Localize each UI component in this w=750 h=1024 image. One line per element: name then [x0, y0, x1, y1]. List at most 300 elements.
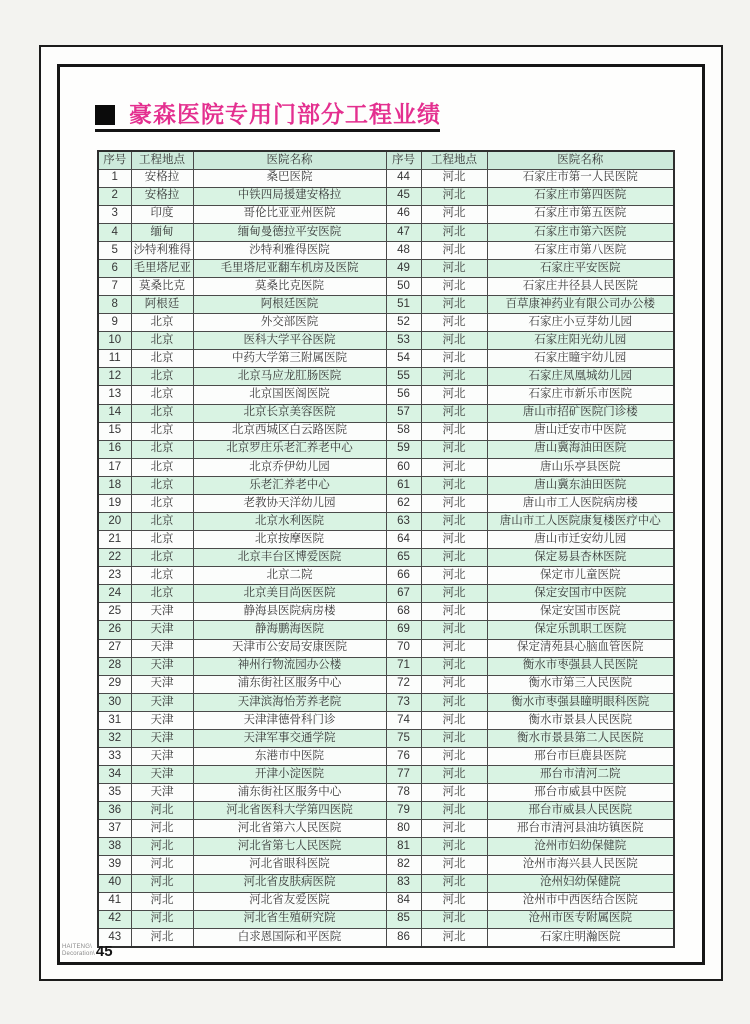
project-location: 北京 — [131, 350, 193, 368]
project-location: 河北 — [421, 603, 487, 621]
serial-number: 75 — [386, 729, 421, 747]
hospital-name: 石家庄市第五医院 — [487, 205, 674, 223]
serial-number: 73 — [386, 693, 421, 711]
hospital-name: 中药大学第三附属医院 — [193, 350, 386, 368]
table-row — [98, 187, 674, 205]
serial-number: 52 — [386, 314, 421, 332]
project-location: 河北 — [421, 621, 487, 639]
project-location: 北京 — [131, 512, 193, 530]
project-location: 河北 — [421, 531, 487, 549]
hospital-name: 白求恩国际和平医院 — [193, 928, 386, 947]
hospital-name: 北京水利医院 — [193, 512, 386, 530]
project-location: 北京 — [131, 422, 193, 440]
table-row — [98, 205, 674, 223]
serial-number: 3 — [98, 205, 131, 223]
serial-number: 4 — [98, 223, 131, 241]
hospital-name: 唐山市工人医院康复楼医疗中心 — [487, 512, 674, 530]
table-row — [98, 223, 674, 241]
serial-number: 69 — [386, 621, 421, 639]
hospital-name: 毛里塔尼亚翻车机房及医院 — [193, 259, 386, 277]
project-location: 河北 — [421, 784, 487, 802]
table-row — [98, 766, 674, 784]
project-location: 河北 — [421, 494, 487, 512]
project-location: 河北 — [421, 223, 487, 241]
project-location: 河北 — [421, 766, 487, 784]
hospital-name: 哥伦比亚亚州医院 — [193, 205, 386, 223]
table-row — [98, 603, 674, 621]
serial-number: 78 — [386, 784, 421, 802]
project-location: 河北 — [421, 332, 487, 350]
table-row — [98, 820, 674, 838]
hospital-name: 衡水市枣强县人民医院 — [487, 657, 674, 675]
project-location: 北京 — [131, 368, 193, 386]
serial-number: 32 — [98, 729, 131, 747]
hospital-name: 石家庄小豆芽幼儿园 — [487, 314, 674, 332]
header-hospital-right: 医院名称 — [487, 151, 674, 169]
serial-number: 17 — [98, 458, 131, 476]
project-location: 缅甸 — [131, 223, 193, 241]
hospital-name: 保定安国市中医院 — [487, 585, 674, 603]
table-row — [98, 277, 674, 295]
project-location: 河北 — [421, 404, 487, 422]
serial-number: 82 — [386, 856, 421, 874]
hospital-name: 北京长京美容医院 — [193, 404, 386, 422]
hospital-name: 沧州市中西医结合医院 — [487, 892, 674, 910]
title-underline — [95, 129, 440, 132]
table-row — [98, 296, 674, 314]
project-location: 毛里塔尼亚 — [131, 259, 193, 277]
project-location: 北京 — [131, 567, 193, 585]
table-row — [98, 458, 674, 476]
hospital-name: 唐山市招矿医院门诊楼 — [487, 404, 674, 422]
serial-number: 77 — [386, 766, 421, 784]
hospital-name: 北京丰台区博爱医院 — [193, 549, 386, 567]
serial-number: 43 — [98, 928, 131, 947]
hospital-name: 保定乐凯职工医院 — [487, 621, 674, 639]
serial-number: 27 — [98, 639, 131, 657]
serial-number: 62 — [386, 494, 421, 512]
project-location: 北京 — [131, 531, 193, 549]
project-location: 河北 — [421, 856, 487, 874]
serial-number: 2 — [98, 187, 131, 205]
hospital-name: 阿根廷医院 — [193, 296, 386, 314]
table-row — [98, 440, 674, 458]
hospital-name: 北京罗庄乐老汇养老中心 — [193, 440, 386, 458]
project-location: 天津 — [131, 693, 193, 711]
project-location: 河北 — [421, 892, 487, 910]
project-location: 河北 — [421, 657, 487, 675]
serial-number: 14 — [98, 404, 131, 422]
table-row — [98, 657, 674, 675]
hospital-name: 唐山冀东油田医院 — [487, 476, 674, 494]
table-row — [98, 368, 674, 386]
project-location: 北京 — [131, 585, 193, 603]
hospital-name: 外交部医院 — [193, 314, 386, 332]
footer-brand-line1: HAITENG\ — [62, 944, 92, 950]
serial-number: 38 — [98, 838, 131, 856]
hospital-name: 医科大学平谷医院 — [193, 332, 386, 350]
hospital-name: 唐山冀海油田医院 — [487, 440, 674, 458]
hospital-name: 北京西城区白云路医院 — [193, 422, 386, 440]
serial-number: 40 — [98, 874, 131, 892]
project-location: 北京 — [131, 458, 193, 476]
project-location: 沙特利雅得 — [131, 241, 193, 259]
project-location: 天津 — [131, 711, 193, 729]
serial-number: 49 — [386, 259, 421, 277]
project-location: 河北 — [421, 259, 487, 277]
hospital-name: 石家庄市新乐市医院 — [487, 386, 674, 404]
hospital-name: 桑巴医院 — [193, 169, 386, 187]
table-row — [98, 910, 674, 928]
table-row — [98, 838, 674, 856]
hospital-name: 神州行物流园办公楼 — [193, 657, 386, 675]
serial-number: 84 — [386, 892, 421, 910]
project-location: 河北 — [421, 639, 487, 657]
project-location: 河北 — [421, 802, 487, 820]
serial-number: 23 — [98, 567, 131, 585]
hospital-name: 老教协天洋幼儿园 — [193, 494, 386, 512]
table-row — [98, 241, 674, 259]
hospital-name: 邢台市巨鹿县医院 — [487, 748, 674, 766]
serial-number: 42 — [98, 910, 131, 928]
serial-number: 68 — [386, 603, 421, 621]
serial-number: 22 — [98, 549, 131, 567]
serial-number: 76 — [386, 748, 421, 766]
serial-number: 26 — [98, 621, 131, 639]
table-row — [98, 531, 674, 549]
hospital-name: 保定清苑县心脑血管医院 — [487, 639, 674, 657]
header-serial-left: 序号 — [98, 151, 131, 169]
serial-number: 29 — [98, 675, 131, 693]
serial-number: 8 — [98, 296, 131, 314]
serial-number: 41 — [98, 892, 131, 910]
serial-number: 70 — [386, 639, 421, 657]
serial-number: 65 — [386, 549, 421, 567]
page-footer — [62, 944, 113, 958]
serial-number: 48 — [386, 241, 421, 259]
hospital-name: 唐山迁安市中医院 — [487, 422, 674, 440]
hospital-name: 河北省皮肤病医院 — [193, 874, 386, 892]
project-location: 北京 — [131, 549, 193, 567]
hospital-name: 石家庄市第一人民医院 — [487, 169, 674, 187]
serial-number: 30 — [98, 693, 131, 711]
hospital-name: 唐山乐亭县医院 — [487, 458, 674, 476]
hospital-name: 邢台市清河二院 — [487, 766, 674, 784]
project-location: 河北 — [131, 856, 193, 874]
hospital-name: 唐山市迁安幼儿园 — [487, 531, 674, 549]
serial-number: 18 — [98, 476, 131, 494]
serial-number: 35 — [98, 784, 131, 802]
project-location: 河北 — [131, 892, 193, 910]
project-location: 河北 — [421, 241, 487, 259]
table-row — [98, 422, 674, 440]
serial-number: 61 — [386, 476, 421, 494]
hospital-name: 天津津德骨科门诊 — [193, 711, 386, 729]
project-location: 河北 — [421, 693, 487, 711]
project-location: 天津 — [131, 603, 193, 621]
hospital-name: 莫桑比克医院 — [193, 277, 386, 295]
project-location: 河北 — [421, 748, 487, 766]
serial-number: 55 — [386, 368, 421, 386]
project-location: 莫桑比克 — [131, 277, 193, 295]
table-row — [98, 874, 674, 892]
header-location-right: 工程地点 — [421, 151, 487, 169]
serial-number: 24 — [98, 585, 131, 603]
serial-number: 81 — [386, 838, 421, 856]
serial-number: 25 — [98, 603, 131, 621]
title-block — [95, 101, 441, 128]
serial-number: 83 — [386, 874, 421, 892]
project-location: 印度 — [131, 205, 193, 223]
hospital-name: 百草康神药业有限公司办公楼 — [487, 296, 674, 314]
hospital-name: 沧州市妇幼保健院 — [487, 838, 674, 856]
serial-number: 45 — [386, 187, 421, 205]
table-row — [98, 729, 674, 747]
project-location: 河北 — [131, 820, 193, 838]
hospital-name: 衡水市枣强县瞳明眼科医院 — [487, 693, 674, 711]
table-row — [98, 169, 674, 187]
project-location: 河北 — [421, 820, 487, 838]
project-location: 河北 — [421, 296, 487, 314]
project-location: 河北 — [421, 440, 487, 458]
hospital-name: 河北省友爱医院 — [193, 892, 386, 910]
serial-number: 74 — [386, 711, 421, 729]
hospital-name: 浦东街社区服务中心 — [193, 784, 386, 802]
hospital-name: 沧州妇幼保健院 — [487, 874, 674, 892]
project-location: 天津 — [131, 729, 193, 747]
header-serial-right: 序号 — [386, 151, 421, 169]
hospital-name: 邢台市威县人民医院 — [487, 802, 674, 820]
hospital-name: 石家庄平安医院 — [487, 259, 674, 277]
project-location: 河北 — [131, 928, 193, 947]
serial-number: 72 — [386, 675, 421, 693]
hospital-name: 天津军事交通学院 — [193, 729, 386, 747]
hospital-name: 北京乔伊幼儿园 — [193, 458, 386, 476]
project-location: 河北 — [421, 350, 487, 368]
serial-number: 66 — [386, 567, 421, 585]
hospital-name: 石家庄市第四医院 — [487, 187, 674, 205]
serial-number: 12 — [98, 368, 131, 386]
project-location: 阿根廷 — [131, 296, 193, 314]
table-row — [98, 404, 674, 422]
hospital-name: 静海鹏海医院 — [193, 621, 386, 639]
hospital-name: 衡水市景县人民医院 — [487, 711, 674, 729]
hospital-name: 浦东街社区服务中心 — [193, 675, 386, 693]
hospital-name: 邢台市威县中医院 — [487, 784, 674, 802]
project-location: 河北 — [421, 476, 487, 494]
project-location: 河北 — [131, 910, 193, 928]
hospital-name: 缅甸曼德拉平安医院 — [193, 223, 386, 241]
hospital-name: 乐老汇养老中心 — [193, 476, 386, 494]
page-number: 45 — [95, 942, 113, 960]
hospital-name: 东港市中医院 — [193, 748, 386, 766]
project-location: 安格拉 — [131, 187, 193, 205]
table-row — [98, 476, 674, 494]
hospital-name: 保定市儿童医院 — [487, 567, 674, 585]
project-location: 天津 — [131, 675, 193, 693]
hospital-name: 石家庄市第八医院 — [487, 241, 674, 259]
project-location: 河北 — [421, 422, 487, 440]
hospital-name: 河北省生殖研究院 — [193, 910, 386, 928]
project-location: 河北 — [131, 802, 193, 820]
table-row — [98, 784, 674, 802]
serial-number: 7 — [98, 277, 131, 295]
hospital-name: 石家庄明瀚医院 — [487, 928, 674, 947]
project-location: 河北 — [421, 675, 487, 693]
hospital-name: 沧州市海兴县人民医院 — [487, 856, 674, 874]
serial-number: 15 — [98, 422, 131, 440]
hospital-name: 石家庄瞳宇幼儿园 — [487, 350, 674, 368]
table-row — [98, 332, 674, 350]
table-row — [98, 549, 674, 567]
table-row — [98, 512, 674, 530]
serial-number: 50 — [386, 277, 421, 295]
serial-number: 56 — [386, 386, 421, 404]
project-location: 河北 — [421, 838, 487, 856]
hospital-name: 天津市公安局安康医院 — [193, 639, 386, 657]
hospital-name: 石家庄市第六医院 — [487, 223, 674, 241]
project-location: 河北 — [421, 458, 487, 476]
project-location: 北京 — [131, 440, 193, 458]
project-location: 河北 — [131, 838, 193, 856]
serial-number: 60 — [386, 458, 421, 476]
project-location: 河北 — [421, 567, 487, 585]
page-title: 豪森医院专用门部分工程业绩 — [129, 101, 441, 127]
serial-number: 64 — [386, 531, 421, 549]
project-location: 河北 — [421, 169, 487, 187]
hospital-name: 石家庄阳光幼儿园 — [487, 332, 674, 350]
serial-number: 10 — [98, 332, 131, 350]
project-location: 河北 — [421, 910, 487, 928]
table-row — [98, 802, 674, 820]
serial-number: 19 — [98, 494, 131, 512]
serial-number: 5 — [98, 241, 131, 259]
hospital-name: 北京美目尚医医院 — [193, 585, 386, 603]
serial-number: 86 — [386, 928, 421, 947]
title-bullet-square-icon — [95, 105, 115, 125]
hospital-name: 河北省医科大学第四医院 — [193, 802, 386, 820]
serial-number: 20 — [98, 512, 131, 530]
hospital-name: 河北省第七人民医院 — [193, 838, 386, 856]
header-location-left: 工程地点 — [131, 151, 193, 169]
serial-number: 21 — [98, 531, 131, 549]
hospital-name: 唐山市工人医院病房楼 — [487, 494, 674, 512]
table-row — [98, 639, 674, 657]
serial-number: 63 — [386, 512, 421, 530]
hospital-name: 中铁四局援建安格拉 — [193, 187, 386, 205]
table-row — [98, 585, 674, 603]
hospital-name: 沧州市医专附属医院 — [487, 910, 674, 928]
serial-number: 39 — [98, 856, 131, 874]
serial-number: 79 — [386, 802, 421, 820]
table-row — [98, 928, 674, 947]
project-location: 北京 — [131, 404, 193, 422]
project-location: 河北 — [421, 928, 487, 947]
serial-number: 67 — [386, 585, 421, 603]
serial-number: 6 — [98, 259, 131, 277]
project-location: 河北 — [421, 314, 487, 332]
table-row — [98, 675, 674, 693]
project-location: 河北 — [421, 386, 487, 404]
serial-number: 58 — [386, 422, 421, 440]
hospital-name: 衡水市第三人民医院 — [487, 675, 674, 693]
table-row — [98, 856, 674, 874]
table-row — [98, 314, 674, 332]
projects-table — [97, 150, 675, 948]
project-location: 河北 — [421, 277, 487, 295]
project-location: 河北 — [421, 729, 487, 747]
project-location: 河北 — [421, 585, 487, 603]
table-row — [98, 350, 674, 368]
table-row — [98, 494, 674, 512]
footer-brand-line2: Decoration\ — [62, 951, 95, 958]
project-location: 河北 — [421, 368, 487, 386]
table-row — [98, 748, 674, 766]
serial-number: 80 — [386, 820, 421, 838]
table-row — [98, 711, 674, 729]
serial-number: 31 — [98, 711, 131, 729]
serial-number: 34 — [98, 766, 131, 784]
hospital-name: 北京按摩医院 — [193, 531, 386, 549]
hospital-name: 河北省眼科医院 — [193, 856, 386, 874]
serial-number: 59 — [386, 440, 421, 458]
hospital-name: 保定安国市医院 — [487, 603, 674, 621]
project-location: 北京 — [131, 314, 193, 332]
project-location: 河北 — [131, 874, 193, 892]
project-location: 北京 — [131, 386, 193, 404]
hospital-name: 衡水市景县第二人民医院 — [487, 729, 674, 747]
table-row — [98, 892, 674, 910]
project-location: 天津 — [131, 748, 193, 766]
project-location: 北京 — [131, 476, 193, 494]
serial-number: 1 — [98, 169, 131, 187]
project-location: 河北 — [421, 512, 487, 530]
serial-number: 47 — [386, 223, 421, 241]
serial-number: 71 — [386, 657, 421, 675]
project-location: 天津 — [131, 639, 193, 657]
serial-number: 11 — [98, 350, 131, 368]
serial-number: 44 — [386, 169, 421, 187]
project-location: 北京 — [131, 332, 193, 350]
footer-brand — [62, 944, 95, 958]
serial-number: 33 — [98, 748, 131, 766]
serial-number: 36 — [98, 802, 131, 820]
project-location: 河北 — [421, 205, 487, 223]
hospital-name: 石家庄凤凰城幼儿园 — [487, 368, 674, 386]
serial-number: 85 — [386, 910, 421, 928]
table-row — [98, 693, 674, 711]
table-row — [98, 386, 674, 404]
project-location: 天津 — [131, 621, 193, 639]
hospital-name: 静海县医院病房楼 — [193, 603, 386, 621]
table-row — [98, 259, 674, 277]
project-location: 河北 — [421, 711, 487, 729]
hospital-name: 北京马应龙肛肠医院 — [193, 368, 386, 386]
project-location: 河北 — [421, 187, 487, 205]
serial-number: 37 — [98, 820, 131, 838]
hospital-name: 邢台市清河县油坊镇医院 — [487, 820, 674, 838]
serial-number: 13 — [98, 386, 131, 404]
project-location: 安格拉 — [131, 169, 193, 187]
project-location: 天津 — [131, 657, 193, 675]
serial-number: 28 — [98, 657, 131, 675]
serial-number: 54 — [386, 350, 421, 368]
hospital-name: 开津小淀医院 — [193, 766, 386, 784]
project-location: 河北 — [421, 549, 487, 567]
hospital-name: 保定易县杏林医院 — [487, 549, 674, 567]
project-location: 河北 — [421, 874, 487, 892]
hospital-name: 沙特利雅得医院 — [193, 241, 386, 259]
